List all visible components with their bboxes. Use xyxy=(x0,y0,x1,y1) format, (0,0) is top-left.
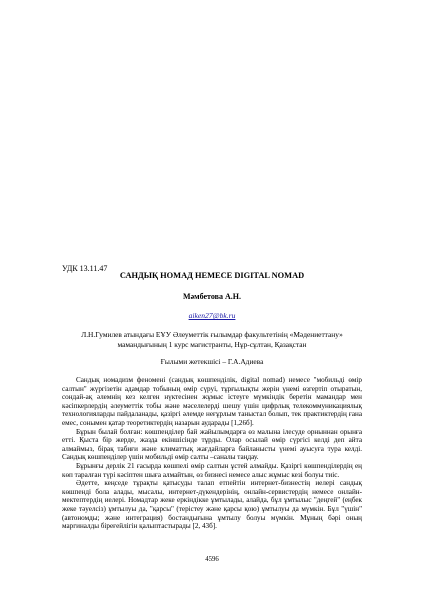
article-body xyxy=(62,376,362,531)
udk-code: УДК 13.11.47 xyxy=(62,264,108,273)
page-number: 4596 xyxy=(205,556,219,563)
body-paragraph: Бұрын былай болған: көшпенділер бай жайылымдарға өз малына ілесуде орныннан орынға етті. Қыста бір жерде, жазда екіншісінде тұрды. Олар осылай өмір сүргісі келді деп айта алмаймыз, бірақ табиғи және климаттық жағдайларға байланысты үнемі ауысуға тура келді. Сандық көшпенділер үшін мобильді өмір салты –саналы таңдау. xyxy=(62,427,362,462)
author-name: Мәмбетова А.Н. xyxy=(183,292,241,301)
scientific-advisor: Ғылыми жетекшісі – Г.А.Адиева xyxy=(160,357,264,366)
article-title: САНДЫҚ НОМАД НЕМЕСЕ DIGITAL NOMAD xyxy=(119,271,305,280)
author-affiliation: Л.Н.Гумилев атындағы ЕҰУ Әлеуметтік ғылымдар факультетінің «Мәдениеттану» мамандығының 1 курс магистранты, Нұр-сұлтан, Қазақстан xyxy=(81,330,343,349)
author-email-link[interactable]: aiken27@bk.ru xyxy=(188,311,236,320)
body-paragraph: Әдетте, кеңседе тұрақты қатысуды талап етпейтін интернет-бизнестің иелері сандық көшпенді бола алады, мысалы, интернет-дүкендерінің, онлайн-сервистердің немесе онлайн-мектептердің иелері. Номадтар жеке еркіндікке ұмтылады, алайда, бұл ұмтылыс "деңгей" (еңбек жеке тәуелсіз) ұмтылуы да, "қарсы" (терістеу және қарсы қою) ұмтылуы да мүмкін. Бұл "үшін" (автономды; және интеграция) бостандығына ұмтылу болуы мүмкін. Мұның бәрі оның маргиналды біреғейлігін қалыптастырады [2, 43б]. xyxy=(62,479,362,531)
body-paragraph: Сандық номадизм феномені (сандық көшпенділік, digital nomad) немесе "мобильді өмір салтын" жүргізетін адамдар тобының өмір сүруі, тұрғылықты жерін үнемі өзгертіп отыратын, сондай-ақ әлемнің кез келген нүктесінен жұмыс істеуге мүмкіндік беретін мамандар мен кәсіпкерлердің әлеуметтік тобы және мәселелерді шешу үшін цифрлық телекоммуникациялық технологияларды пайдаланады, қазіргі әлемде неғұрлым таныстал болып, тек практиктердің ғана емес, сонымен қатар теоретиктердің назарын аударады [1,26б]. xyxy=(62,376,362,427)
body-paragraph: Бұрынғы дерлік 21 ғасырда көшпелі өмір салтын ұстей алмайды. Қазіргі көшпенділердің ең көп таралған түрі кәсіптен шыға алмайтын, өз бизнесі немесе алыс жұмыс кезі болуы тиіс. xyxy=(62,461,362,479)
